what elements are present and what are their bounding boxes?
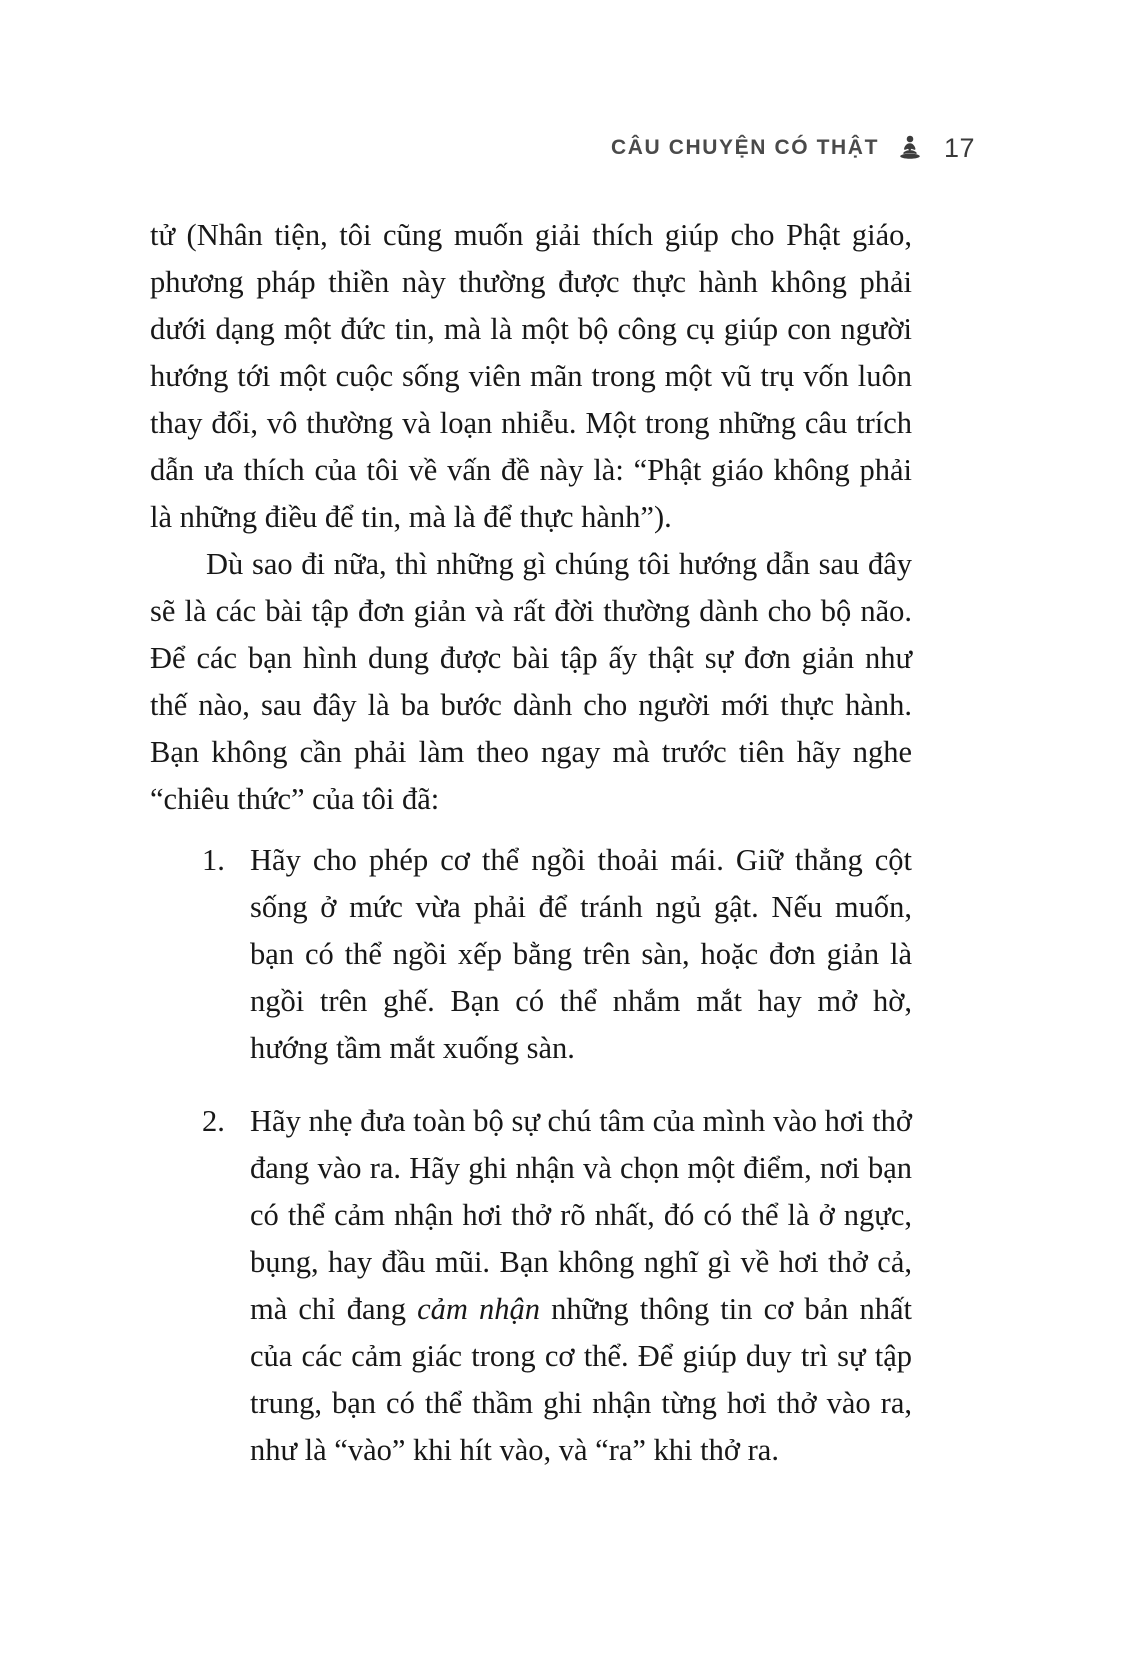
running-head: [150, 128, 975, 168]
meditating-buddha-icon: [893, 131, 927, 165]
list-item-marker: 1.: [202, 843, 225, 877]
list-item-emphasis: cảm nhận: [417, 1292, 541, 1326]
page-number: 17: [943, 132, 975, 163]
list-item: [150, 837, 912, 1072]
steps-list: [150, 837, 912, 1474]
chapter-title: CÂU CHUYỆN CÓ THẬT: [611, 136, 879, 159]
list-item-text-after: những thông tin cơ bản nhất của các cảm giác trong cơ thể. Để giúp duy trì sự tập trung, bạn có thể thầm ghi nhận từng hơi thở vào ra, như là “vào” khi hít vào, và “ra” khi thở ra.: [250, 1292, 912, 1467]
list-item: [150, 1098, 912, 1474]
list-item-text-before: Hãy nhẹ đưa toàn bộ sự chú tâm của mình vào hơi thở đang vào ra. Hãy ghi nhận và chọn một điểm, nơi bạn có thể cảm nhận hơi thở rõ nhất, đó có thể là ở ngực, bụng, hay đầu mũi. Bạn không nghĩ gì về hơi thở cả, mà chỉ đang: [250, 1104, 912, 1326]
list-item-marker: 2.: [202, 1104, 225, 1138]
paragraph-2: Dù sao đi nữa, thì những gì chúng tôi hướng dẫn sau đây sẽ là các bài tập đơn giản và rất đời thường dành cho bộ não. Để các bạn hình dung được bài tập ấy thật sự đơn giản như thế nào, sau đây là ba bước dành cho người mới thực hành. Bạn không cần phải làm theo ngay mà trước tiên hãy nghe “chiêu thức” của tôi đã:: [150, 547, 912, 816]
body-column: [150, 212, 912, 1500]
list-item-text: Hãy cho phép cơ thể ngồi thoải mái. Giữ thẳng cột sống ở mức vừa phải để tránh ngủ gật. Nếu muốn, bạn có thể ngồi xếp bằng trên sàn, hoặc đơn giản là ngồi trên ghế. Bạn có thể nhắm mắt hay mở hờ, hướng tầm mắt xuống sàn.: [250, 843, 912, 1065]
paragraph-1: tử (Nhân tiện, tôi cũng muốn giải thích giúp cho Phật giáo, phương pháp thiền này thường được thực hành không phải dưới dạng một đức tin, mà là một bộ công cụ giúp con người hướng tới một cuộc sống viên mãn trong một vũ trụ vốn luôn thay đổi, vô thường và loạn nhiễu. Một trong những câu trích dẫn ưa thích của tôi về vấn đề này là: “Phật giáo không phải là những điều để tin, mà là để thực hành”).: [150, 218, 912, 534]
